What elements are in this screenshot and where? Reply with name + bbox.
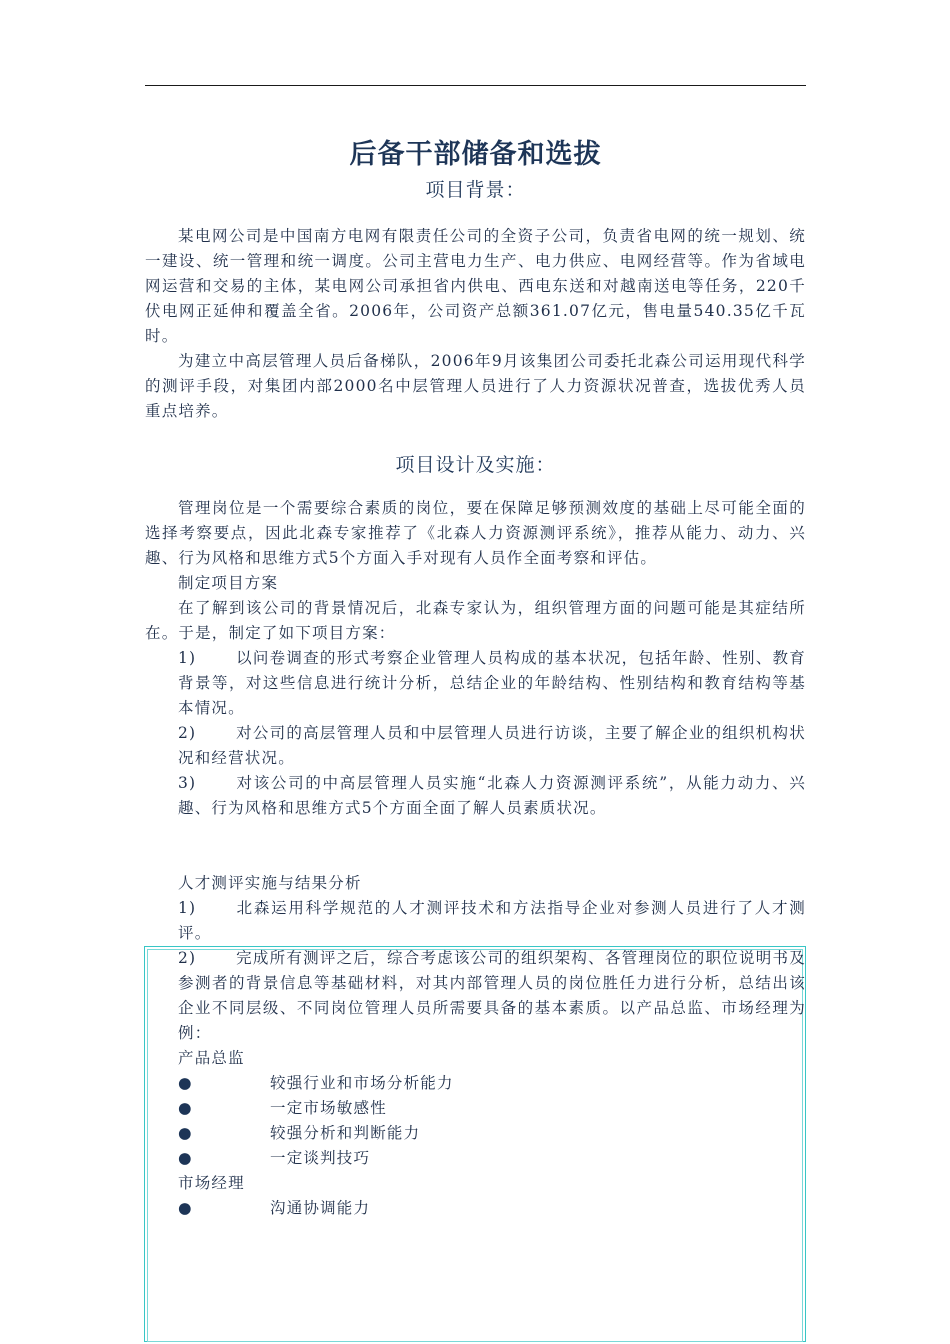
plan-item-text: 以问卷调查的形式考察企业管理人员构成的基本状况，包括年龄、性别、教育背景等，对这些信息进行统计分析，总结企业的年龄结构、性别结构和教育结构等基本情况。: [178, 649, 806, 717]
assessment-item-2: [145, 946, 806, 1046]
competency-text: 一定谈判技巧: [270, 1149, 371, 1167]
background-paragraph-2: 为建立中高层管理人员后备梯队，2006年9月该集团公司委托北森公司运用现代科学的测评手段，对集团内部2000名中层管理人员进行了人力资源状况普查，选拔优秀人员重点培养。: [145, 352, 806, 420]
competency-item: [145, 1146, 806, 1171]
competency-item: [145, 1121, 806, 1146]
bullet-icon: ●: [178, 1099, 193, 1117]
plan-item-number: 3): [178, 774, 197, 792]
background-heading: 项目背景：: [425, 179, 526, 201]
bullet-icon: ●: [178, 1199, 193, 1217]
competency-text: 一定市场敏感性: [270, 1099, 387, 1117]
assessment-item-1: [145, 896, 806, 946]
plan-item-1: [145, 646, 806, 721]
competency-text: 较强分析和判断能力: [270, 1124, 421, 1142]
plan-title: 制定项目方案: [178, 574, 279, 592]
plan-item-number: 1): [178, 649, 197, 667]
competency-text: 沟通协调能力: [270, 1199, 371, 1217]
assessment-item-text: 完成所有测评之后，综合考虑该公司的组织架构、各管理岗位的职位说明书及参测者的背景信息等基础材料，对其内部管理人员的岗位胜任力进行分析，总结出该企业不同层级、不同岗位管理人员所需要具备的基本素质。以产品总监、市场经理为例：: [178, 949, 806, 1042]
competency-text: 较强行业和市场分析能力: [270, 1074, 454, 1092]
bullet-icon: ●: [178, 1074, 193, 1092]
assessment-item-text: 北森运用科学规范的人才测评技术和方法指导企业对参测人员进行了人才测评。: [178, 899, 806, 942]
plan-item-text: 对该公司的中高层管理人员实施“北森人力资源测评系统”，从能力动力、兴趣、行为风格和思维方式5个方面全面了解人员素质状况。: [178, 774, 806, 817]
competency-item: [145, 1096, 806, 1121]
plan-item-2: [145, 721, 806, 771]
bullet-icon: ●: [178, 1124, 193, 1142]
role-product-director: 产品总监: [178, 1049, 245, 1067]
competency-item: [145, 1196, 806, 1221]
plan-item-3: [145, 771, 806, 821]
design-section: [145, 496, 806, 821]
assessment-section-framed: [145, 946, 806, 1221]
background-paragraph-1: 某电网公司是中国南方电网有限责任公司的全资子公司，负责省电网的统一规划、统一建设、统一管理和统一调度。公司主营电力生产、电力供应、电网经营等。作为省域电网运营和交易的主体，某电网公司承担省内供电、西电东送和对越南送电等任务，220千伏电网正延伸和覆盖全省。2006年，公司资产总额361.07亿元，售电量540.35亿千瓦时。: [145, 227, 806, 345]
assessment-item-number: 2): [178, 949, 197, 967]
plan-item-number: 2): [178, 724, 197, 742]
assessment-item-number: 1): [178, 899, 197, 917]
design-paragraph-1: 管理岗位是一个需要综合素质的岗位，要在保障足够预测效度的基础上尽可能全面的选择考察要点，因此北森专家推荐了《北森人力资源测评系统》，推荐从能力、动力、兴趣、行为风格和思维方式5个方面入手对现有人员作全面考察和评估。: [145, 499, 806, 567]
background-section: [145, 224, 806, 424]
header-rule: [145, 85, 806, 86]
competency-item: [145, 1071, 806, 1096]
assessment-heading: 人才测评实施与结果分析: [178, 874, 362, 892]
design-paragraph-2: 在了解到该公司的背景情况后，北森专家认为，组织管理方面的问题可能是其症结所在。于是，制定了如下项目方案：: [145, 599, 806, 642]
bullet-icon: ●: [178, 1149, 193, 1167]
assessment-section-top: [145, 871, 806, 946]
plan-item-text: 对公司的高层管理人员和中层管理人员进行访谈，主要了解企业的组织机构状况和经营状况。: [178, 724, 806, 767]
design-heading: 项目设计及实施：: [395, 454, 556, 476]
role-marketing-manager: 市场经理: [178, 1174, 245, 1192]
document-title: 后备干部储备和选拔: [349, 139, 602, 170]
